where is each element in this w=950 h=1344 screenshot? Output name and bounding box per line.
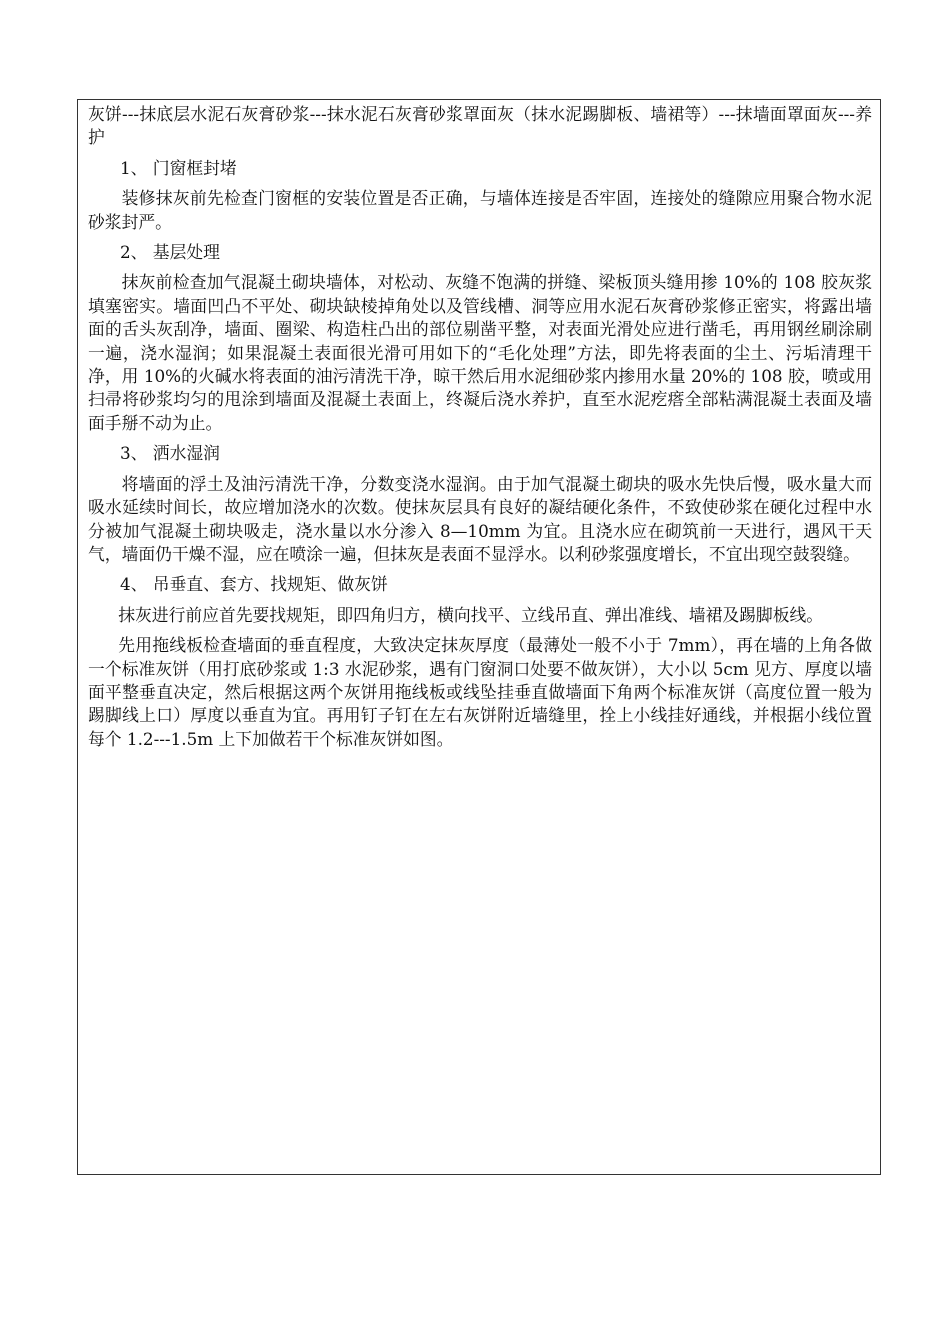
- section-heading-base-treatment: 2、 基层处理: [120, 242, 220, 263]
- section-paragraph-water-wetting: 将墙面的浮土及油污清洗干净，分数变浇水湿润。由于加气混凝土砌块的吸水先快后慢，吸水量大而吸水延续时间长，故应增加浇水的次数。使抹灰层具有良好的凝结硬化条件，不致使砂浆在硬化过程中水分被加气混凝土砌块吸走，浇水量以水分渗入 8—10mm 为宜。且浇水应在砌筑前一天进行，遇风干天气，墙面仍干燥不湿，应在喷涂一遍，但抹灰是表面不显浮水。以利砂浆强度增长，不宜出现空鼓裂缝。: [88, 473, 872, 564]
- section-heading-plumb-square-level: 4、 吊垂直、套方、找规矩、做灰饼: [120, 574, 388, 595]
- document-frame: [77, 99, 881, 1175]
- section-heading-door-window-sealing: 1、 门窗框封堵: [120, 157, 237, 178]
- section-heading-water-wetting: 3、 洒水湿润: [120, 443, 220, 464]
- document-body: [88, 103, 872, 751]
- process-flow-intro: 灰饼---抹底层水泥石灰膏砂浆---抹水泥石灰膏砂浆罩面灰（抹水泥踢脚板、墙裙等）---抹墙面罩面灰---养护: [88, 104, 872, 148]
- section-paragraph-find-rules: 抹灰进行前应首先要找规矩，即四角归方，横向找平、立线吊直、弹出准线、墙裙及踢脚板线。: [118, 604, 824, 625]
- section-paragraph-marker-pads: 先用拖线板检查墙面的垂直程度，大致决定抹灰厚度（最薄处一般不小于 7mm），再在墙的上角各做一个标准灰饼（用打底砂浆或 1:3 水泥砂浆，遇有门窗洞口处要不做灰饼），大小以 5cm 见方、厚度以墙面平整垂直决定，然后根据这两个灰饼用拖线板或线坠挂垂直做墙面下角两个标准灰饼（高度位置一般为踢脚线上口）厚度以垂直为宜。再用钉子钉在左右灰饼附近墙缝里，拴上小线挂好通线，并根据小线位置每个 1.2---1.5m 上下加做若干个标准灰饼如图。: [88, 635, 872, 749]
- section-paragraph-door-window-sealing: 装修抹灰前先检查门窗框的安装位置是否正确，与墙体连接是否牢固，连接处的缝隙应用聚合物水泥砂浆封严。: [88, 188, 872, 232]
- section-paragraph-base-treatment: 抹灰前检查加气混凝土砌块墙体，对松动、灰缝不饱满的拼缝、梁板顶头缝用掺 10%的 108 胶灰浆填塞密实。墙面凹凸不平处、砌块缺棱掉角处以及管线槽、洞等应用水泥石灰膏砂浆修正密实，将露出墙面的舌头灰刮净，墙面、圈梁、构造柱凸出的部位剔凿平整，对表面光滑处应进行凿毛，再用钢丝刷涂刷一遍，浇水湿润；如果混凝土表面很光滑可用如下的“毛化处理”方法，即先将表面的尘土、污垢清理干净，用 10%的火碱水将表面的油污清洗干净，晾干然后用水泥细砂浆内掺用水量 20%的 108 胶，喷或用扫帚将砂浆均匀的甩涂到墙面及混凝土表面上，终凝后浇水养护，直至水泥疙瘩全部粘满混凝土表面及墙面手掰不动为止。: [88, 272, 872, 433]
